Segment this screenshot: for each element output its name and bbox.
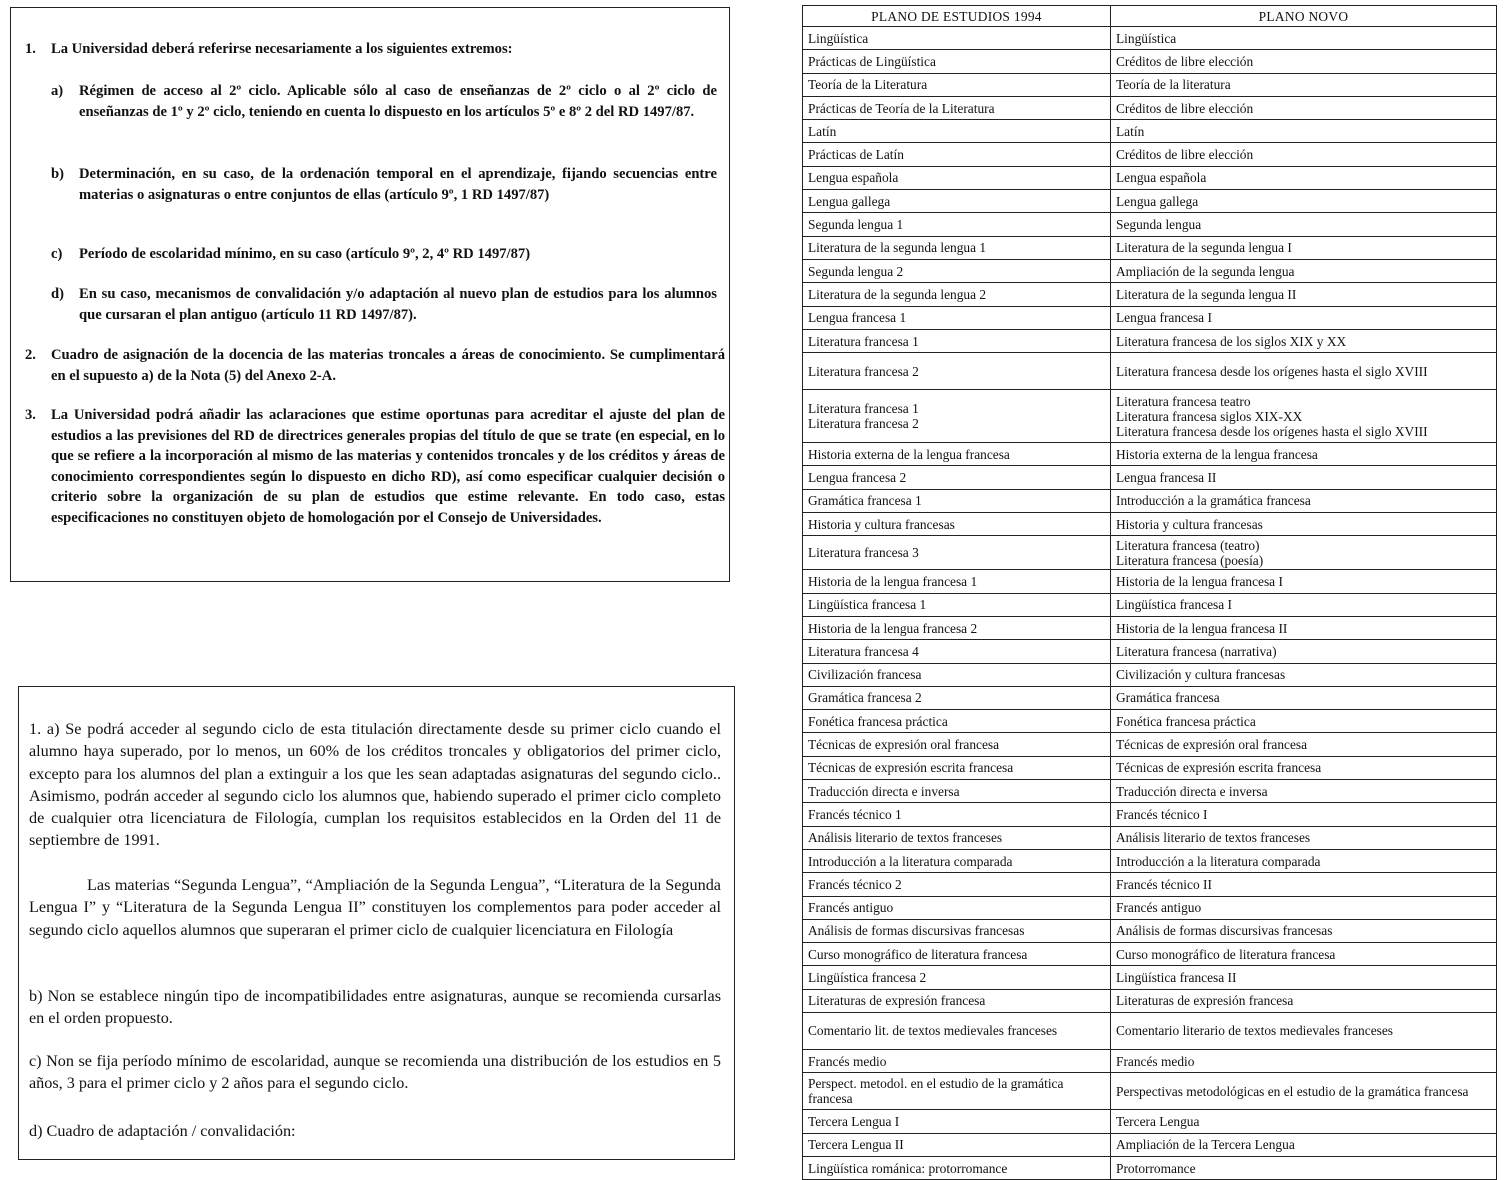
new-plan-cell xyxy=(1111,513,1497,536)
new-plan-cell xyxy=(1111,306,1497,329)
old-plan-cell xyxy=(803,443,1111,466)
new-plan-cell xyxy=(1111,443,1497,466)
cell-text: Fonética francesa práctica xyxy=(1116,713,1256,729)
new-plan-cell xyxy=(1111,896,1497,919)
new-plan-cell xyxy=(1111,756,1497,779)
table-row xyxy=(803,50,1497,73)
old-plan-cell xyxy=(803,1156,1111,1179)
header-new-plan: PLANO NOVO xyxy=(1111,6,1497,27)
cell-text: Traducción directa e inversa xyxy=(1116,783,1268,799)
cell-text: Tercera Lengua I xyxy=(808,1113,900,1129)
cell-text: Técnicas de expresión oral francesa xyxy=(808,737,1000,753)
cell-text: Créditos de libre elección xyxy=(1116,100,1254,116)
cell-text: Literatura francesa teatro xyxy=(1116,393,1251,409)
item-1-text: La Universidad deberá referirse necesariamente a los siguientes extremos: xyxy=(51,41,513,57)
cell-text: Lingüística francesa I xyxy=(1116,597,1232,613)
new-plan-cell xyxy=(1111,213,1497,236)
old-plan-cell xyxy=(803,73,1111,96)
cell-text: Literatura francesa desde los orígenes hasta el siglo XVIII xyxy=(1116,423,1428,439)
new-plan-cell xyxy=(1111,1073,1497,1110)
old-plan-cell xyxy=(803,50,1111,73)
cell-text: Francés medio xyxy=(808,1053,887,1069)
cell-text: Traducción directa e inversa xyxy=(808,783,960,799)
table-row xyxy=(803,283,1497,306)
new-plan-cell xyxy=(1111,686,1497,709)
table-row xyxy=(803,593,1497,616)
table-row xyxy=(803,780,1497,803)
new-plan-cell xyxy=(1111,120,1497,143)
old-plan-cell xyxy=(803,873,1111,896)
cell-text: Lingüística francesa 2 xyxy=(808,970,927,986)
new-plan-cell xyxy=(1111,259,1497,282)
table-row xyxy=(803,640,1497,663)
table-row xyxy=(803,849,1497,872)
cell-text: Literatura de la segunda lengua 2 xyxy=(808,286,987,302)
cell-text: Créditos de libre elección xyxy=(1116,147,1254,163)
old-plan-cell xyxy=(803,259,1111,282)
header-old-plan: PLANO DE ESTUDIOS 1994 xyxy=(803,6,1111,27)
new-plan-cell xyxy=(1111,489,1497,512)
table-row xyxy=(803,73,1497,96)
item-c-letter: c) xyxy=(51,246,63,262)
cell-text: Lengua gallega xyxy=(1116,193,1199,209)
old-plan-cell xyxy=(803,849,1111,872)
table-row xyxy=(803,873,1497,896)
new-plan-cell xyxy=(1111,283,1497,306)
cell-text: Prácticas de Latín xyxy=(808,147,904,163)
cell-text: Análisis de formas discursivas francesas xyxy=(808,923,1025,939)
cell-text: Literatura de la segunda lengua II xyxy=(1116,286,1297,302)
cell-text: Literatura francesa 1 xyxy=(808,333,919,349)
cell-text: Análisis literario de textos franceses xyxy=(1116,830,1311,846)
old-plan-cell xyxy=(803,826,1111,849)
item-1-number: 1. xyxy=(25,41,36,57)
item-c-text: Período de escolaridad mínimo, en su caso (artículo 9º, 2, 4º RD 1497/87) xyxy=(79,246,531,262)
new-plan-cell xyxy=(1111,1110,1497,1133)
cell-text: Introducción a la gramática francesa xyxy=(1116,493,1311,509)
cell-text: Civilización y cultura francesas xyxy=(1116,667,1286,683)
cell-text: Historia de la lengua francesa 2 xyxy=(808,620,978,636)
item-b-letter: b) xyxy=(51,166,64,182)
old-plan-cell xyxy=(803,390,1111,443)
table-row xyxy=(803,329,1497,352)
old-plan-cell xyxy=(803,283,1111,306)
old-plan-cell xyxy=(803,896,1111,919)
cell-text: Historia y cultura francesas xyxy=(1116,516,1263,532)
old-plan-cell xyxy=(803,120,1111,143)
cell-text: Literatura francesa (poesía) xyxy=(1116,552,1264,568)
cell-text: Introducción a la literatura comparada xyxy=(1116,853,1321,869)
cell-text: Lingüística románica: protorromance xyxy=(808,1160,1008,1176)
cell-text: Literatura francesa 1 xyxy=(808,401,919,417)
cell-text: Historia y cultura francesas xyxy=(808,516,955,532)
old-plan-cell xyxy=(803,710,1111,733)
table-row xyxy=(803,966,1497,989)
requirements-box xyxy=(10,7,730,582)
cell-text: Literatura francesa 2 xyxy=(808,363,919,379)
cell-text: Teoría de la Literatura xyxy=(808,77,928,93)
table-row xyxy=(803,1156,1497,1179)
table-row xyxy=(803,1073,1497,1110)
table-row xyxy=(803,306,1497,329)
cell-text: Literatura francesa (teatro) xyxy=(1116,537,1260,553)
old-plan-cell xyxy=(803,616,1111,639)
new-plan-cell xyxy=(1111,50,1497,73)
old-plan-cell xyxy=(803,686,1111,709)
table-row xyxy=(803,1110,1497,1133)
new-plan-cell xyxy=(1111,96,1497,119)
item-d-letter: d) xyxy=(51,286,64,302)
old-plan-cell xyxy=(803,143,1111,166)
table-row xyxy=(803,213,1497,236)
cell-text: Técnicas de expresión escrita francesa xyxy=(808,760,1014,776)
cell-text: Créditos de libre elección xyxy=(1116,53,1254,69)
cell-text: Gramática francesa xyxy=(1116,690,1220,706)
new-plan-cell xyxy=(1111,236,1497,259)
table-row xyxy=(803,570,1497,593)
table-row xyxy=(803,466,1497,489)
table-row xyxy=(803,166,1497,189)
cell-text: Análisis literario de textos franceses xyxy=(808,830,1003,846)
cell-text: Francés técnico II xyxy=(1116,876,1212,892)
table-row xyxy=(803,756,1497,779)
cell-text: Francés antiguo xyxy=(808,900,894,916)
new-plan-cell xyxy=(1111,1133,1497,1156)
cell-text: Lengua española xyxy=(808,170,899,186)
table-row xyxy=(803,143,1497,166)
item-a-letter: a) xyxy=(51,83,64,99)
cell-text: Historia de la lengua francesa II xyxy=(1116,620,1288,636)
old-plan-cell xyxy=(803,513,1111,536)
table-row xyxy=(803,616,1497,639)
cell-text: Prácticas de Lingüística xyxy=(808,53,936,69)
table-row xyxy=(803,686,1497,709)
table-row xyxy=(803,489,1497,512)
old-plan-cell xyxy=(803,329,1111,352)
cell-text: Francés técnico 2 xyxy=(808,876,902,892)
cell-text: Lengua gallega xyxy=(808,193,891,209)
table-row xyxy=(803,27,1497,50)
table-row xyxy=(803,1049,1497,1072)
cell-text: Literaturas de expresión francesa xyxy=(1116,993,1294,1009)
cell-text: Lengua francesa 1 xyxy=(808,310,907,326)
new-plan-cell xyxy=(1111,536,1497,570)
table-row xyxy=(803,259,1497,282)
old-plan-cell xyxy=(803,593,1111,616)
table-row xyxy=(803,443,1497,466)
old-plan-cell xyxy=(803,943,1111,966)
cell-text: Literatura francesa desde los orígenes hasta el siglo XVIII xyxy=(1116,363,1428,379)
table-row xyxy=(803,96,1497,119)
new-plan-cell xyxy=(1111,1012,1497,1049)
cell-text: Literatura francesa 3 xyxy=(808,545,919,561)
cell-text: Literatura francesa 2 xyxy=(808,416,919,432)
new-plan-cell xyxy=(1111,989,1497,1012)
cell-text: Teoría de la literatura xyxy=(1116,77,1231,93)
new-plan-cell xyxy=(1111,143,1497,166)
old-plan-cell xyxy=(803,489,1111,512)
table-row xyxy=(803,826,1497,849)
cell-text: Segunda lengua xyxy=(1116,217,1202,233)
cell-text: Francés medio xyxy=(1116,1053,1195,1069)
adaptation-table xyxy=(802,5,1497,1180)
cell-text: Historia de la lengua francesa I xyxy=(1116,573,1283,589)
cell-text: Comentario literario de textos medievales franceses xyxy=(1116,1023,1394,1039)
cell-text: Literatura francesa de los siglos XIX y XX xyxy=(1116,333,1347,349)
cell-text: Lengua francesa I xyxy=(1116,310,1212,326)
table-row xyxy=(803,513,1497,536)
old-plan-cell xyxy=(803,803,1111,826)
new-plan-cell xyxy=(1111,780,1497,803)
item-2-text: Cuadro de asignación de la docencia de las materias troncales a áreas de conocimiento. Se cumplimentará en el supuesto a) de la Nota (5) del Anexo 2-A. xyxy=(51,347,725,384)
old-plan-cell xyxy=(803,1049,1111,1072)
old-plan-cell xyxy=(803,213,1111,236)
old-plan-cell xyxy=(803,570,1111,593)
table-body xyxy=(803,27,1497,1180)
new-plan-cell xyxy=(1111,710,1497,733)
old-plan-cell xyxy=(803,1133,1111,1156)
cell-text: Técnicas de expresión oral francesa xyxy=(1116,737,1308,753)
access-notes-box xyxy=(18,686,735,1160)
cell-text: Tercera Lengua II xyxy=(808,1137,904,1153)
old-plan-cell xyxy=(803,1012,1111,1049)
cell-text: Historia externa de la lengua francesa xyxy=(1116,446,1318,462)
cell-text: Protorromance xyxy=(1116,1160,1196,1176)
cell-text: Segunda lengua 2 xyxy=(808,263,904,279)
item-d-text: En su caso, mecanismos de convalidación y/o adaptación al nuevo plan de estudios para los alumnos que cursaran el plan antiguo (artículo 11 RD 1497/87). xyxy=(79,286,717,323)
table-row xyxy=(803,390,1497,443)
old-plan-cell xyxy=(803,640,1111,663)
table-row xyxy=(803,190,1497,213)
cell-text: Lengua española xyxy=(1116,170,1207,186)
table-header-row xyxy=(803,6,1497,27)
table-row xyxy=(803,989,1497,1012)
cell-text: Introducción a la literatura comparada xyxy=(808,853,1013,869)
old-plan-cell xyxy=(803,663,1111,686)
cell-text: Curso monográfico de literatura francesa xyxy=(1116,946,1336,962)
note-access-paragraph: 1. a) Se podrá acceder al segundo ciclo de esta titulación directamente desde su primer ciclo cuando el alumno haya superado, por lo menos, un 60% de los créditos troncales y obligatorios del primer ciclo, excepto para los alumnos del plan a extinguir a los que les sean adaptadas asignaturas del segundo ciclo.. Asimismo, podrán acceder al segundo ciclo los alumnos que, habiendo superado el primer ciclo completo de cualquier otra licenciatura de Filología, cumplan los requisitos establecidos en la Orden del 11 de septiembre de 1991. xyxy=(29,720,721,850)
note-schooling-paragraph: c) Non se fija período mínimo de escolaridad, aunque se recomienda una distribución de los estudios en 5 años, 3 para el primer ciclo y 2 años para el segundo ciclo. xyxy=(29,1052,721,1093)
table-row xyxy=(803,236,1497,259)
table-row xyxy=(803,353,1497,390)
cell-text: Latín xyxy=(808,123,837,139)
item-3-number: 3. xyxy=(25,407,36,423)
item-3-text: La Universidad podrá añadir las aclaraciones que estime oportunas para acreditar el ajuste del plan de estudios a las previsiones del RD de directrices generales propias del título de que se trate (en especial, en lo que se refiere a la incorporación al mismo de las materias y contenidos troncales y de los créditos y áreas de conocimiento correspondientes según lo dispuesto en dicho RD), así como especificar cualquier decisión o criterio sobre la organización de su plan de estudios que estime relevante. En todo caso, estas especificaciones no constituyen objeto de homologación por el Consejo de Universidades. xyxy=(51,407,725,526)
cell-text: Prácticas de Teoría de la Literatura xyxy=(808,100,995,116)
table-row xyxy=(803,896,1497,919)
table-row xyxy=(803,943,1497,966)
cell-text: Fonética francesa práctica xyxy=(808,713,948,729)
new-plan-cell xyxy=(1111,849,1497,872)
item-b-text: Determinación, en su caso, de la ordenación temporal en el aprendizaje, fijando secuencias entre materias o asignaturas o entre conjuntos de ellas (artículo 9º, 1 RD 1497/87) xyxy=(79,166,717,203)
new-plan-cell xyxy=(1111,919,1497,942)
new-plan-cell xyxy=(1111,803,1497,826)
new-plan-cell xyxy=(1111,466,1497,489)
cell-text: Lengua francesa 2 xyxy=(808,470,907,486)
cell-text: Latín xyxy=(1116,123,1145,139)
cell-text: Técnicas de expresión escrita francesa xyxy=(1116,760,1322,776)
cell-text: Literaturas de expresión francesa xyxy=(808,993,986,1009)
cell-text: Perspectivas metodológicas en el estudio de la gramática francesa xyxy=(1116,1083,1469,1099)
item-a-text: Régimen de acceso al 2º ciclo. Aplicable sólo al caso de enseñanzas de 2º ciclo o al 2º ciclo de enseñanzas de 1º y 2º ciclo, teniendo en cuenta lo dispuesto en los artículos 5º e 8º 2 del RD 1497/87. xyxy=(79,83,717,120)
new-plan-cell xyxy=(1111,73,1497,96)
cell-text: Lingüística xyxy=(808,30,869,46)
cell-text: Francés técnico 1 xyxy=(808,806,902,822)
old-plan-cell xyxy=(803,190,1111,213)
new-plan-cell xyxy=(1111,27,1497,50)
old-plan-cell xyxy=(803,96,1111,119)
old-plan-cell xyxy=(803,353,1111,390)
old-plan-cell xyxy=(803,536,1111,570)
cell-text: Perspect. metodol. en el estudio de la gramática francesa xyxy=(808,1076,1064,1107)
new-plan-cell xyxy=(1111,390,1497,443)
cell-text: Francés antiguo xyxy=(1116,900,1202,916)
table-row xyxy=(803,803,1497,826)
new-plan-cell xyxy=(1111,943,1497,966)
cell-text: Segunda lengua 1 xyxy=(808,217,904,233)
new-plan-cell xyxy=(1111,329,1497,352)
new-plan-cell xyxy=(1111,663,1497,686)
old-plan-cell xyxy=(803,166,1111,189)
new-plan-cell xyxy=(1111,616,1497,639)
cell-text: Ampliación de la Tercera Lengua xyxy=(1116,1137,1295,1153)
table-row xyxy=(803,663,1497,686)
table-row xyxy=(803,710,1497,733)
new-plan-cell xyxy=(1111,966,1497,989)
cell-text: Curso monográfico de literatura francesa xyxy=(808,946,1028,962)
cell-text: Comentario lit. de textos medievales franceses xyxy=(808,1023,1058,1039)
cell-text: Literatura de la segunda lengua I xyxy=(1116,240,1292,256)
cell-text: Gramática francesa 2 xyxy=(808,690,922,706)
new-plan-cell xyxy=(1111,826,1497,849)
cell-text: Literatura francesa 4 xyxy=(808,643,919,659)
old-plan-cell xyxy=(803,1110,1111,1133)
new-plan-cell xyxy=(1111,570,1497,593)
old-plan-cell xyxy=(803,966,1111,989)
cell-text: Lingüística francesa 1 xyxy=(808,597,927,613)
cell-text: Lingüística xyxy=(1116,30,1177,46)
table-row xyxy=(803,120,1497,143)
cell-text: Civilización francesa xyxy=(808,667,922,683)
table-row xyxy=(803,919,1497,942)
cell-text: Lingüística francesa II xyxy=(1116,970,1237,986)
old-plan-cell xyxy=(803,780,1111,803)
new-plan-cell xyxy=(1111,1049,1497,1072)
old-plan-cell xyxy=(803,756,1111,779)
cell-text: Historia externa de la lengua francesa xyxy=(808,446,1010,462)
table-row xyxy=(803,733,1497,756)
old-plan-cell xyxy=(803,989,1111,1012)
new-plan-cell xyxy=(1111,1156,1497,1179)
cell-text: Literatura francesa (narrativa) xyxy=(1116,643,1277,659)
item-2-number: 2. xyxy=(25,347,36,363)
old-plan-cell xyxy=(803,27,1111,50)
note-incompatibilities-paragraph: b) Non se establece ningún tipo de incompatibilidades entre asignaturas, aunque se recomienda cursarlas en el orden propuesto. xyxy=(29,987,721,1028)
cell-text: Análisis de formas discursivas francesas xyxy=(1116,923,1333,939)
new-plan-cell xyxy=(1111,640,1497,663)
table-row xyxy=(803,1133,1497,1156)
new-plan-cell xyxy=(1111,593,1497,616)
old-plan-cell xyxy=(803,306,1111,329)
cell-text: Tercera Lengua xyxy=(1116,1113,1200,1129)
old-plan-cell xyxy=(803,466,1111,489)
cell-text: Lengua francesa II xyxy=(1116,470,1217,486)
old-plan-cell xyxy=(803,733,1111,756)
old-plan-cell xyxy=(803,919,1111,942)
cell-text: Literatura de la segunda lengua 1 xyxy=(808,240,987,256)
cell-text: Francés técnico I xyxy=(1116,806,1208,822)
table-row xyxy=(803,536,1497,570)
new-plan-cell xyxy=(1111,733,1497,756)
note-complements-paragraph: Las materias “Segunda Lengua”, “Ampliación de la Segunda Lengua”, “Literatura de la Segunda Lengua I” y “Literatura de la Segunda Lengua II” constituyen los complementos para poder acceder al segundo ciclo aquellos alumnos que superaran el primer ciclo de cualquier licenciatura en Filología xyxy=(29,876,721,939)
table-row xyxy=(803,1012,1497,1049)
cell-text: Literatura francesa siglos XIX-XX xyxy=(1116,408,1303,424)
old-plan-cell xyxy=(803,236,1111,259)
note-adaptation-paragraph: d) Cuadro de adaptación / convalidación: xyxy=(29,1122,296,1140)
new-plan-cell xyxy=(1111,166,1497,189)
old-plan-cell xyxy=(803,1073,1111,1110)
new-plan-cell xyxy=(1111,873,1497,896)
cell-text: Gramática francesa 1 xyxy=(808,493,922,509)
cell-text: Historia de la lengua francesa 1 xyxy=(808,573,978,589)
new-plan-cell xyxy=(1111,353,1497,390)
new-plan-cell xyxy=(1111,190,1497,213)
cell-text: Ampliación de la segunda lengua xyxy=(1116,263,1295,279)
